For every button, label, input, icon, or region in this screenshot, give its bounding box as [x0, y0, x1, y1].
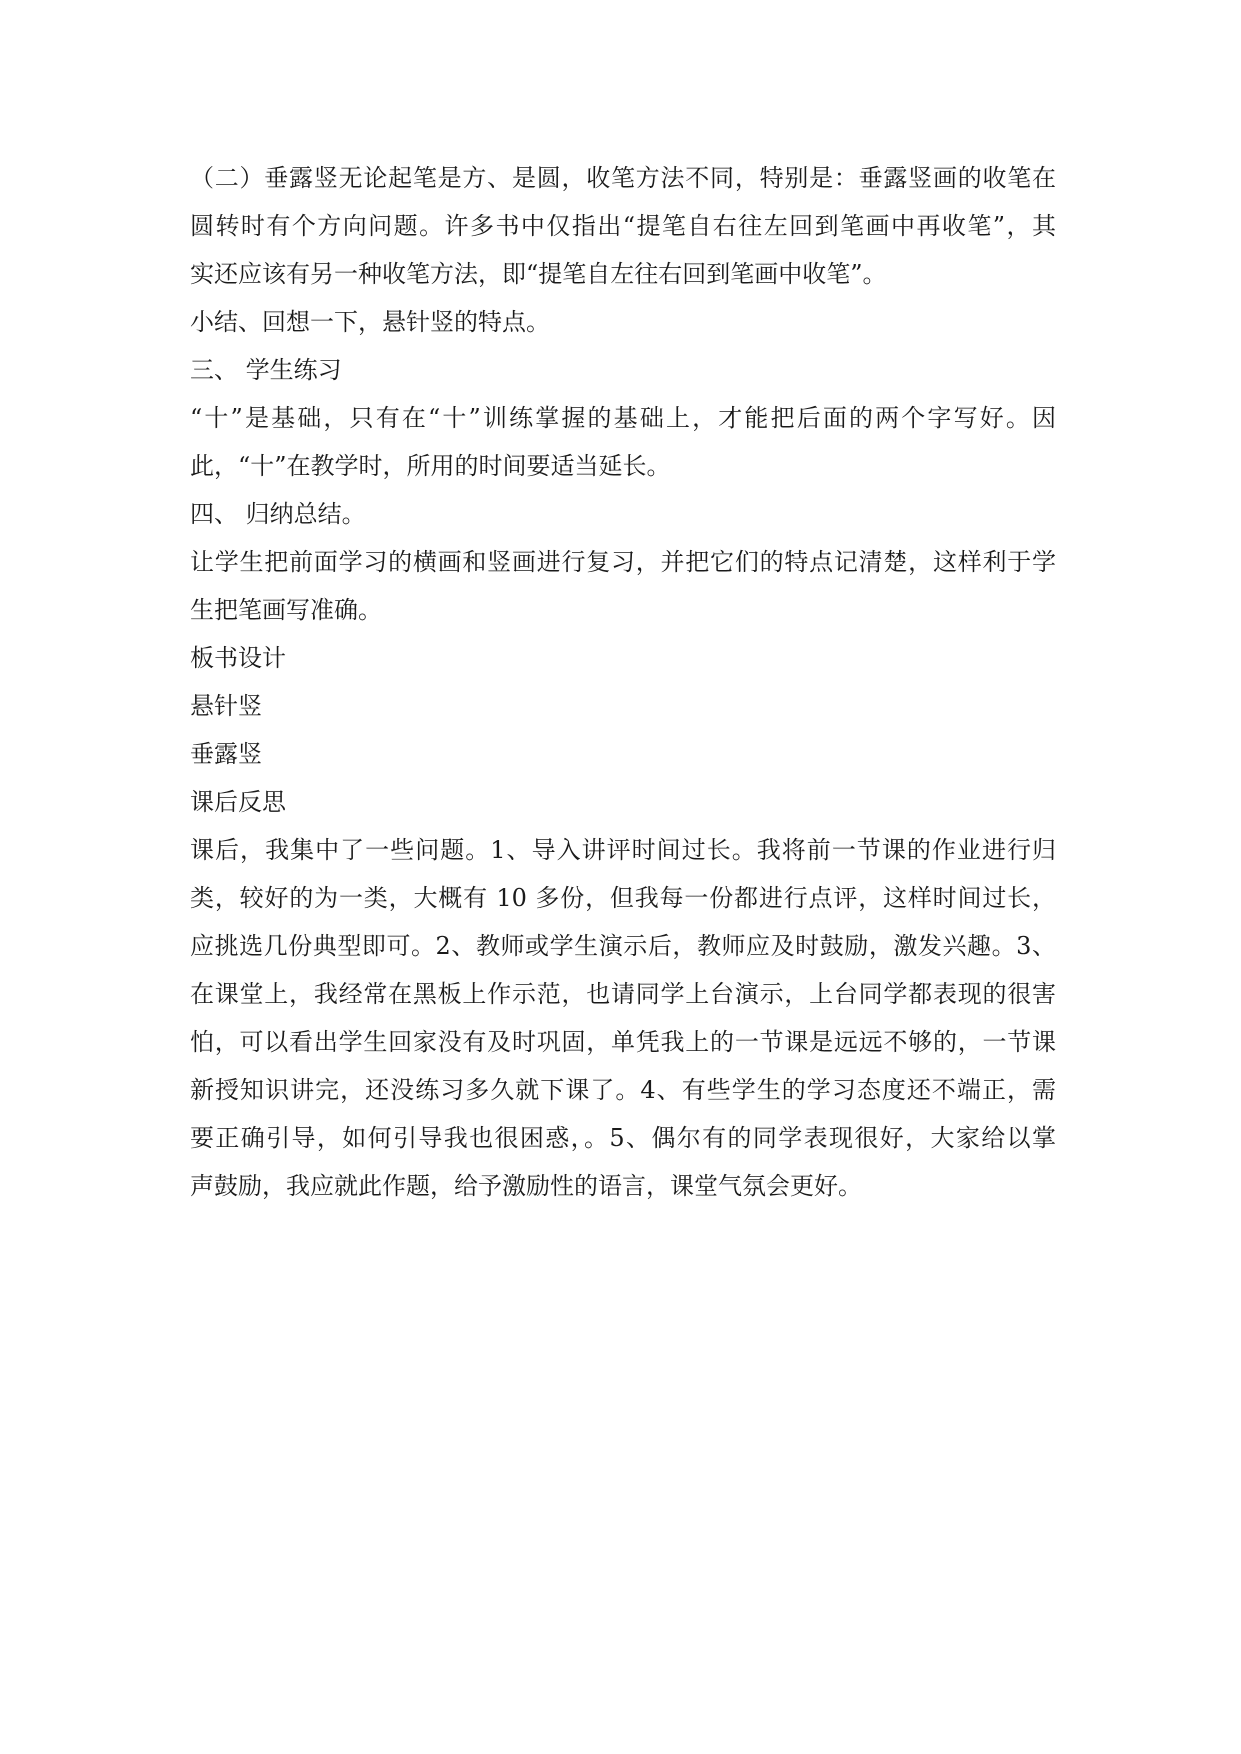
- paragraph-line: 怕，可以看出学生回家没有及时巩固，单凭我上的一节课是远远不够的，一节课: [190, 1028, 1056, 1056]
- summary-line: 小结、回想一下，悬针竖的特点。: [190, 308, 550, 336]
- paragraph-line: 圆转时有个方向问题。许多书中仅指出“提笔自右往左回到笔画中再收笔”，其: [190, 212, 1056, 240]
- paragraph-line: 生把笔画写准确。: [190, 596, 382, 624]
- section-heading-summary: 四、 归纳总结。: [190, 500, 366, 528]
- heading-board-design: 板书设计: [190, 644, 286, 672]
- paragraph-line: 类，较好的为一类，大概有 10 多份，但我每一份都进行点评，这样时间过长，: [190, 884, 1056, 912]
- paragraph-line: 声鼓励，我应就此作题，给予激励性的语言，课堂气氛会更好。: [190, 1172, 862, 1200]
- paragraph-line: 新授知识讲完，还没练习多久就下课了。4、有些学生的学习态度还不端正，需: [190, 1076, 1056, 1104]
- paragraph-line: 课后，我集中了一些问题。1、导入讲评时间过长。我将前一节课的作业进行归: [190, 836, 1056, 864]
- paragraph-line: 此，“十”在教学时，所用的时间要适当延长。: [190, 452, 671, 480]
- paragraph-line: 实还应该有另一种收笔方法，即“提笔自左往右回到笔画中收笔”。: [190, 260, 887, 288]
- paragraph-line: 在课堂上，我经常在黑板上作示范，也请同学上台演示，上台同学都表现的很害: [190, 980, 1056, 1008]
- section-heading-practice: 三、 学生练习: [190, 356, 342, 384]
- paragraph-line: （二）垂露竖无论起笔是方、是圆，收笔方法不同，特别是：垂露竖画的收笔在: [190, 164, 1056, 192]
- paragraph-line: 让学生把前面学习的横画和竖画进行复习，并把它们的特点记清楚，这样利于学: [190, 548, 1056, 576]
- paragraph-line: “十”是基础，只有在“十”训练掌握的基础上，才能把后面的两个字写好。因: [190, 404, 1056, 432]
- paragraph-line: 应挑选几份典型即可。2、教师或学生演示后，教师应及时鼓励，激发兴趣。3、: [190, 932, 1056, 960]
- board-item: 垂露竖: [190, 740, 262, 768]
- document-page: [190, 154, 1056, 1210]
- paragraph-line: 要正确引导，如何引导我也很困惑，。5、偶尔有的同学表现很好，大家给以掌: [190, 1124, 1056, 1152]
- board-item: 悬针竖: [190, 692, 262, 720]
- heading-reflection: 课后反思: [190, 788, 286, 816]
